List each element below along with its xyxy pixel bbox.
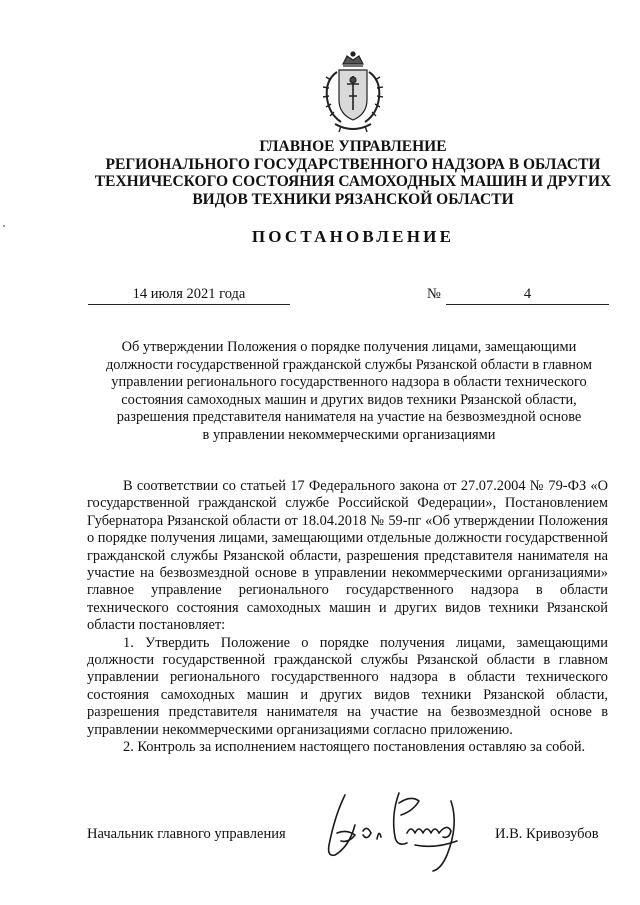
subject-line: управлении регионального государственного надзора в области технического xyxy=(111,374,587,391)
document-type-title: ПОСТАНОВЛЕНИЕ xyxy=(251,227,455,246)
subject-line: разрешения представителя нанимателя на участие на безвозмездной основе xyxy=(116,409,582,426)
organization-line: ВИДОВ ТЕХНИКИ РЯЗАНСКОЙ ОБЛАСТИ xyxy=(192,190,514,208)
scan-dot xyxy=(3,225,5,227)
body-paragraph-item-2: 2. Контроль за исполнением настоящего постановления оставляю за собой. xyxy=(123,739,586,756)
signatory-name: И.В. Кривозубов xyxy=(495,826,599,842)
coat-of-arms-icon xyxy=(317,50,389,136)
handwritten-signature xyxy=(315,785,471,875)
organization-line: ТЕХНИЧЕСКОГО СОСТОЯНИЯ САМОХОДНЫХ МАШИН И ДРУГИХ xyxy=(94,173,612,190)
signatory-position: Начальник главного управления xyxy=(87,826,286,842)
subject-line: Об утверждении Положения о порядке получения лицами, замещающими xyxy=(121,339,577,355)
subject-line: должности государственной гражданской службы Рязанской области в главном xyxy=(105,356,593,373)
body-paragraph-item-1: 1. Утвердить Положение о порядке получения лицами, замещающими должности государственной гражданской службы Рязанской области в главном управлении регионального государственного надзора в области технического состояния самоходных машин и других видов техники Рязанской области, разрешения представителя нанимателя на участие на безвозмездной основе в управлении некоммерческими организациями согласно приложению. xyxy=(87,634,608,738)
organization-line: РЕГИОНАЛЬНОГО ГОСУДАРСТВЕННОГО НАДЗОРА В ОБЛАСТИ xyxy=(105,155,601,173)
organization-line: ГЛАВНОЕ УПРАВЛЕНИЕ xyxy=(259,138,447,155)
body-paragraph-preamble: В соответствии со статьей 17 Федерального закона от 27.07.2004 № 79-ФЗ «О государственной гражданской службе Российской Федерации», Постановлением Губернатора Рязанской области от 18.04.2018 № 59-пг «Об утверждении Положения о порядке получения лицами, замещающими отдельные должности государственной гражданской службы Рязанской области, разрешения представителя нанимателя на участие на безвозмездной основе в управлении некоммерческими организациями» главное управление регионального государственного надзора в области технического состояния самоходных машин и других видов техники Рязанской области постановляет: xyxy=(87,478,608,634)
document-subject xyxy=(84,339,614,445)
subject-line: состояния самоходных машин и других видов техники Рязанской области, xyxy=(121,391,577,408)
subject-line: в управлении некоммерческими организациями xyxy=(202,426,496,443)
document-date: 14 июля 2021 года xyxy=(88,286,290,305)
organization-name xyxy=(40,138,640,208)
document-number: 4 xyxy=(446,286,609,305)
document-body xyxy=(87,478,608,757)
document-number-label: № xyxy=(427,286,441,302)
